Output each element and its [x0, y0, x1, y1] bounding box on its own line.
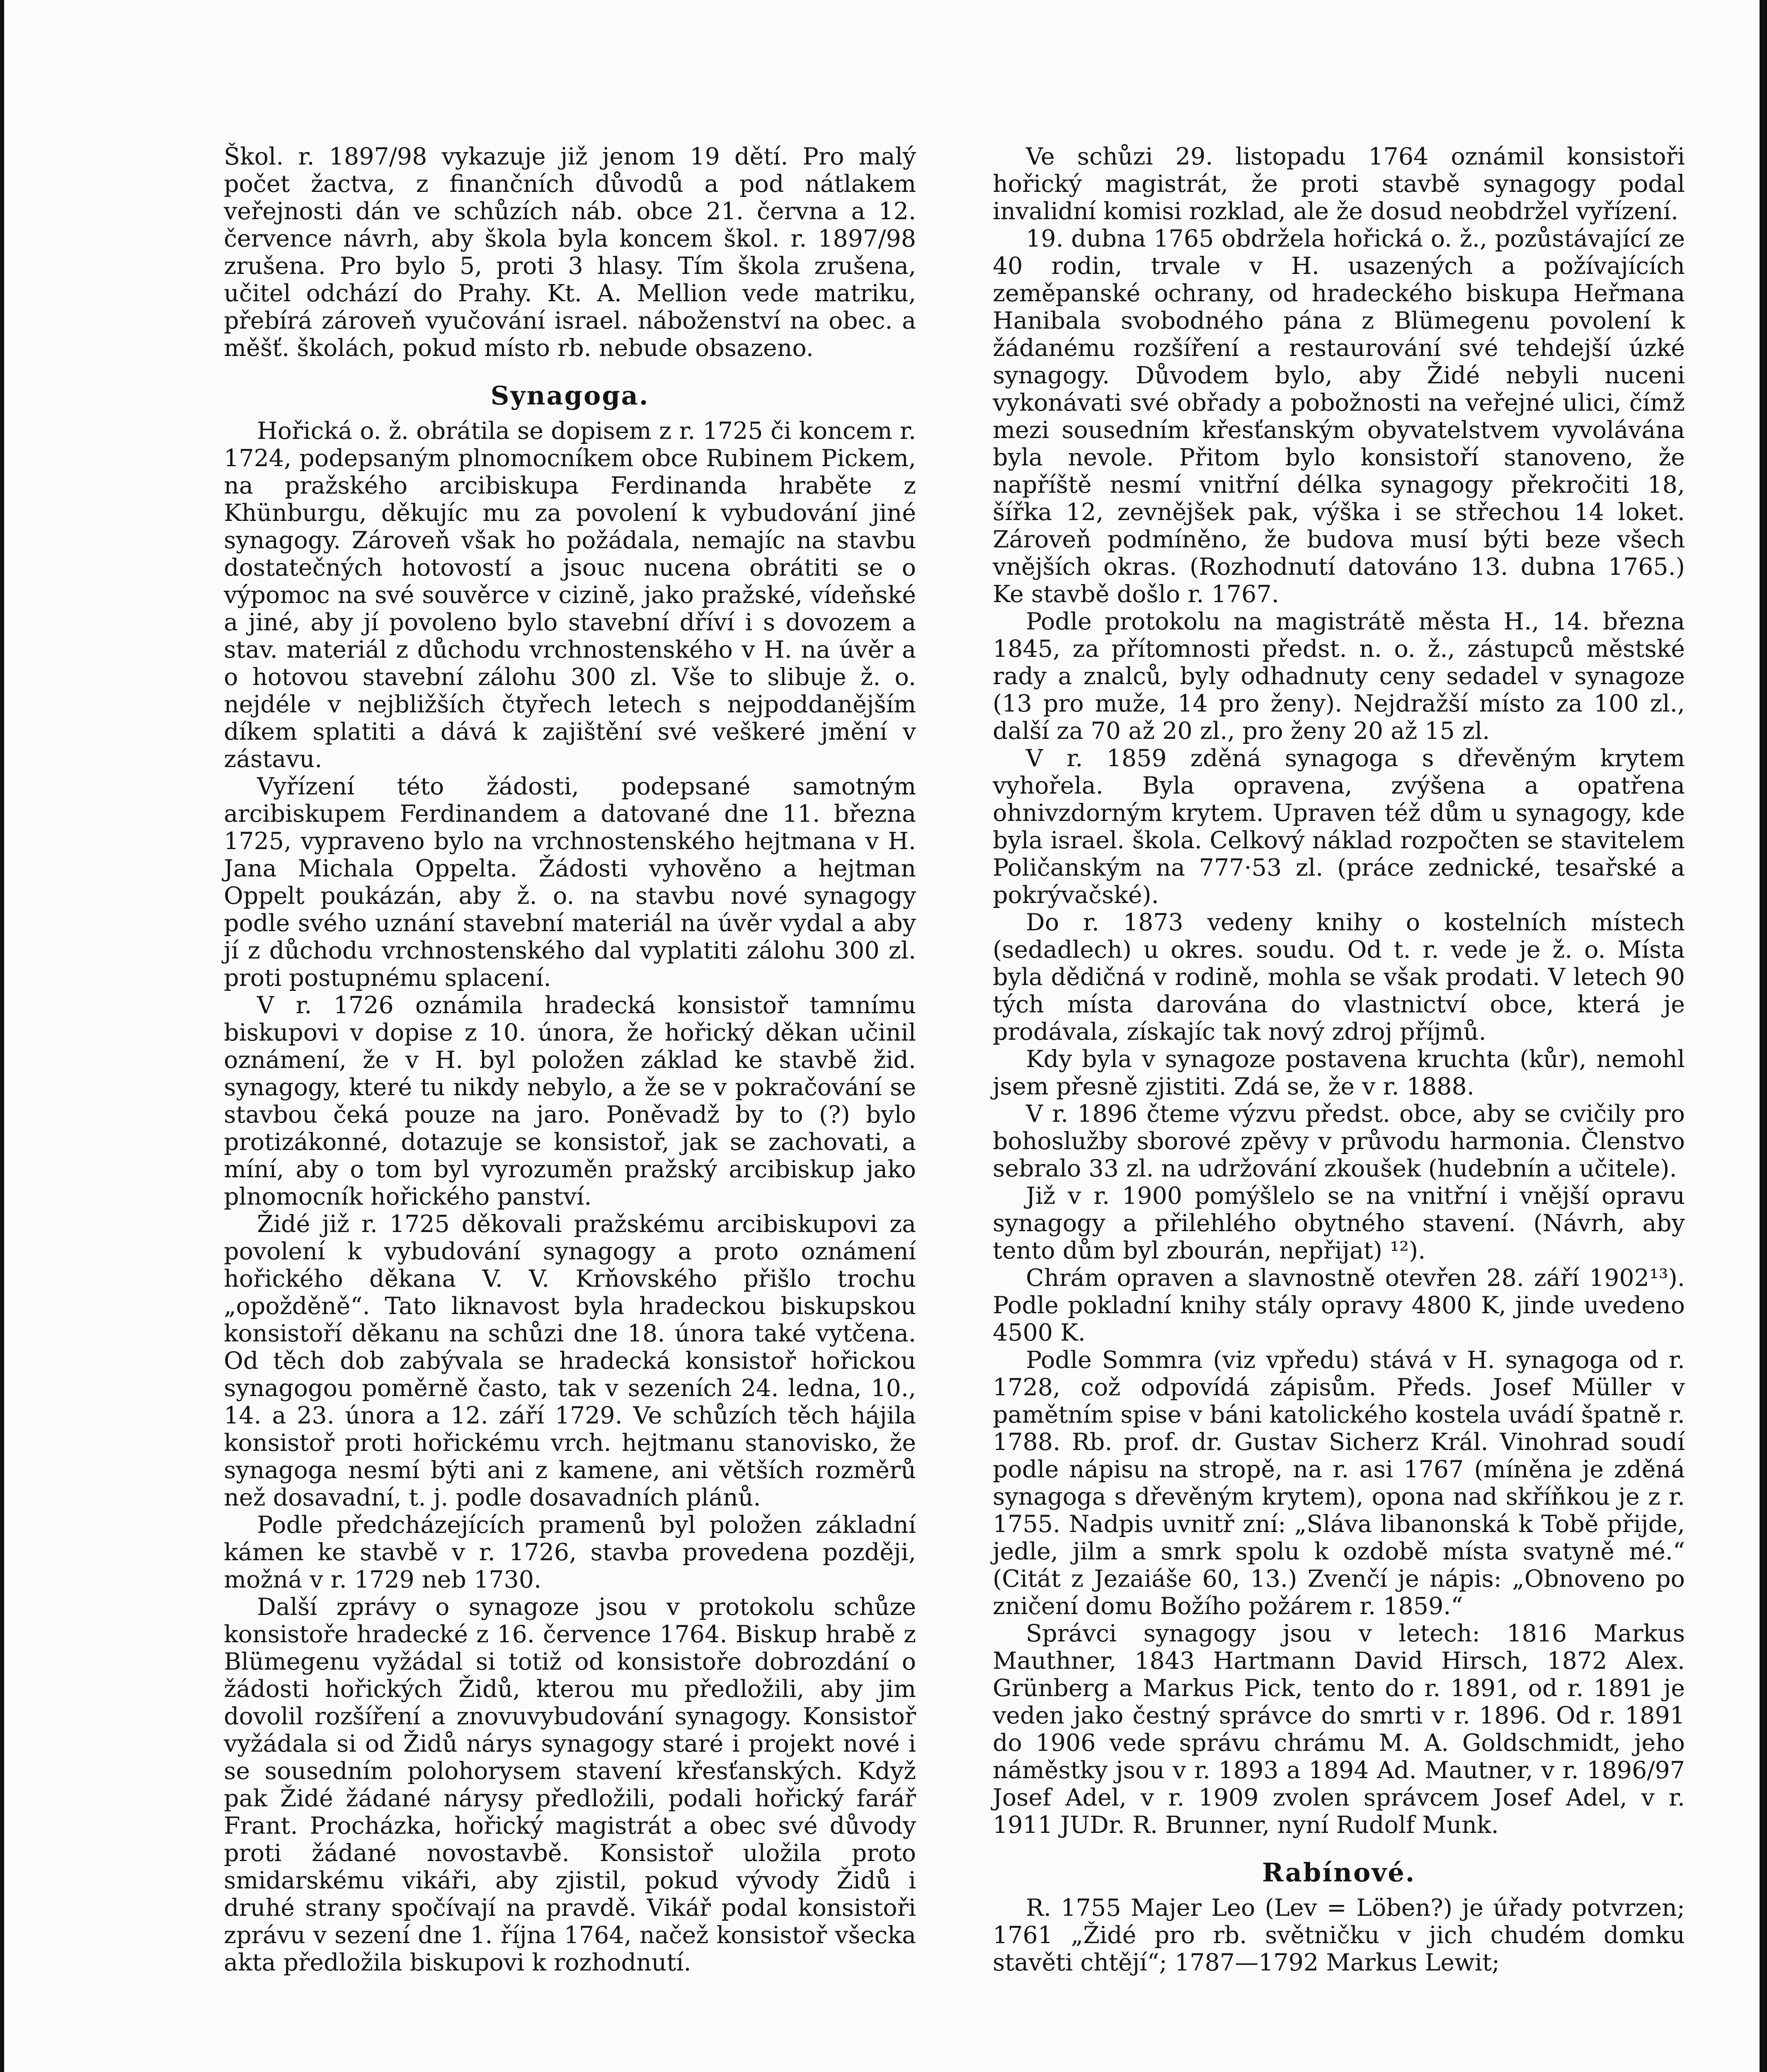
section-heading-synagoga: Synagoga.: [490, 380, 650, 411]
left-paragraph-2: Hořická o. ž. obrátila se dopisem z r. 1725 či koncem r. 1724, podepsaným plnomocníkem obce Rubinem Pickem, na pražského arcibiskupa Ferdinanda hraběte z Khünburgu, děkujíc mu za povolení k vybudování jiné synagogy. Zároveň však ho požádala, nemajíc na stavbu dostatečných hotovostí a jsouc nucena obrátiti se o výpomoc na své souvěrce v cizině, jako pražské, vídeňské a jiné, aby jí povoleno bylo stavební dříví i s dovozem a stav. materiál z důchodu vrchnostenského v H. na úvěr a o hotovou stavební zálohu 300 zl. Vše to slibuje ž. o. nejdéle v nejbližších čtyřech letech s nejpoddanějším díkem splatiti a dává k zajištění své veškeré jmění v zástavu.: [224, 417, 916, 773]
right-paragraph-12: R. 1755 Majer Leo (Lev = Löben?) je úřady potvrzen; 1761 „Židé pro rb. světničku v jich chudém domku stavěti chtějí“; 1787—1792 Markus Lewit;: [993, 1894, 1685, 1976]
left-paragraph-7: Další zprávy o synagoze jsou v protokolu schůze konsistoře hradecké z 16. července 1764. Biskup hrabě z Blümegenu vyžádal si totiž od konsistoře dobrozdání o žádosti hořických Židů, kterou mu předložili, aby jim dovolil rozšíření a znovuvybudování synagogy. Konsistoř vyžádala si od Židů nárys synagogy staré i projekt nové i se sousedním polohorysem stavení křesťanských. Když pak Židé žádané nárysy předložili, podali hořický farář Frant. Procházka, hořický magistrát a obec své důvody proti žádané novostavbě. Konsistoř uložila proto smidarskému vikáři, aby zjistil, pokud vývody Židů i druhé strany spočívají na pravdě. Vikář podal konsistoři zprávu v sezení dne 1. října 1764, načež konsistoř všecka akta předložila biskupovi k rozhodnutí.: [224, 1593, 916, 1976]
right-paragraph-10: Podle Sommra (viz vpředu) stává v H. synagoga od r. 1728, což odpovídá zápisům. Předs. Josef Müller v pamětním spise v báni katolického kostela uvádí špatně r. 1788. Rb. prof. dr. Gustav Sicherz Král. Vinohrad soudí podle nápisu na stropě, na r. asi 1767 (míněna je zděná synagoga s dřevěným krytem), opona nad skříňkou je z r. 1755. Nadpis uvnitř zní: „Sláva libanonská k Tobě přijde, jedle, jilm a smrk spolu k ozdobě místa svatyně mé.“ (Citát z Jezaiáše 60, 13.) Zvenčí je nápis: „Obnoveno po zničení domu Božího požárem r. 1859.“: [993, 1346, 1685, 1620]
left-paragraph-1: Škol. r. 1897/98 vykazuje již jenom 19 dětí. Pro malý počet žactva, z finančních důvodů a pod nátlakem veřejnosti dán ve schůzích náb. obce 21. června a 12. července návrh, aby škola byla koncem škol. r. 1897/98 zrušena. Pro bylo 5, proti 3 hlasy. Tím škola zrušena, učitel odchází do Prahy. Kt. A. Mellion vede matriku, přebírá zároveň vyučování israel. náboženství na obec. a měšť. školách, pokud místo rb. nebude obsazeno.: [224, 143, 916, 362]
left-paragraph-6: Podle předcházejících pramenů byl položen základní kámen ke stavbě v r. 1726, stavba provedena později, možná v r. 1729 neb 1730.: [224, 1511, 916, 1593]
right-paragraph-4: V r. 1859 zděná synagoga s dřevěným krytem vyhořela. Byla opravena, zvýšena a opatřena ohnivzdorným krytem. Upraven též dům u synagogy, kde byla israel. škola. Celkový náklad rozpočten se stavitelem Poličanským na 777·53 zl. (práce zednické, tesařské a pokrývačské).: [993, 745, 1685, 909]
left-paragraph-4: V r. 1726 oznámila hradecká konsistoř tamnímu biskupovi v dopise z 10. února, že hořický děkan učinil oznámení, že v H. byl položen základ ke stavbě žid. synagogy, které tu nikdy nebylo, a že se v pokračování se stavbou čeká pouze na jaro. Poněvadž by to (?) bylo protizákonné, dotazuje se konsistoř, jak se zachovati, a míní, aby o tom byl vyrozuměn pražský arcibiskup jako plnomocník hořického panství.: [224, 992, 916, 1210]
right-column: [993, 143, 1685, 1976]
left-paragraph-3: Vyřízení této žádosti, podepsané samotným arcibiskupem Ferdinandem a datované dne 11. března 1725, vypraveno bylo na vrchnostenského hejtmana v H. Jana Michala Oppelta. Žádosti vyhověno a hejtman Oppelt poukázán, aby ž. o. na stavbu nové synagogy podle svého uznání stavební materiál na úvěr vydal a aby jí z důchodu vrchnostenského dal vyplatiti zálohu 300 zl. proti postupnému splacení.: [224, 773, 916, 992]
right-paragraph-7: V r. 1896 čteme výzvu předst. obce, aby se cvičily pro bohoslužby sborové zpěvy v průvodu harmonia. Členstvo sebralo 33 zl. na udržování zkoušek (hudebnín a učitele).: [993, 1100, 1685, 1182]
left-column: [224, 143, 916, 1976]
right-paragraph-2: 19. dubna 1765 obdržela hořická o. ž., pozůstávající ze 40 rodin, trvale v H. usazených a požívajících zeměpanské ochrany, od hradeckého biskupa Heřmana Hanibala svobodného pána z Blümegenu povolení k žádanému rozšíření a restaurování své tehdejší úzké synagogy. Důvodem bylo, aby Židé nebyli nuceni vykonávati své obřady a pobožnosti na veřejné ulici, čímž mezi sousedním křesťanským obyvatelstvem vyvolávána byla nevole. Přitom bylo konsistoří stanoveno, že napříště nesmí vnitřní délka synagogy překročiti 18, šířka 12, zevnějšek pak, výška i se střechou 14 loket. Zároveň podmíněno, že budova musí býti beze všech vnějších okras. (Rozhodnutí datováno 13. dubna 1765.) Ke stavbě došlo r. 1767.: [993, 225, 1685, 608]
left-paragraph-5: Židé již r. 1725 děkovali pražskému arcibiskupovi za povolení k vybudování synagogy a proto oznámení hořického děkana V. V. Krňovského přišlo trochu „opožděně“. Tato liknavost byla hradeckou biskupskou konsistoří děkanu na schůzi dne 18. února také vytčena. Od těch dob zabývala se hradecká konsistoř hořickou synagogou poměrně často, tak v sezeních 24. ledna, 10., 14. a 23. února a 12. září 1729. Ve schůzích těch hájila konsistoř proti hořickému vrch. hejtmanu stanovisko, že synagoga nesmí býti ani z kamene, ani větších rozměrů než dosavadní, t. j. podle dosavadních plánů.: [224, 1210, 916, 1511]
right-paragraph-8: Již v r. 1900 pomýšlelo se na vnitřní i vnější opravu synagogy a přilehlého obytného stavení. (Návrh, aby tento dům byl zbourán, nepřijat) ¹²).: [993, 1182, 1685, 1264]
scan-border-right: [1760, 0, 1767, 2072]
right-paragraph-11: Správci synagogy jsou v letech: 1816 Markus Mauthner, 1843 Hartmann David Hirsch, 1872 Alex. Grünberg a Markus Pick, tento do r. 1891, od r. 1891 je veden jako čestný správce do smrti v r. 1896. Od r. 1891 do 1906 vede správu chrámu M. A. Goldschmidt, jeho náměstky jsou v r. 1893 a 1894 Ad. Mautner, v r. 1896/97 Josef Adel, v r. 1909 zvolen správcem Josef Adel, v r. 1911 JUDr. R. Brunner, nyní Rudolf Munk.: [993, 1620, 1685, 1839]
right-paragraph-5: Do r. 1873 vedeny knihy o kostelních místech (sedadlech) u okres. soudu. Od t. r. vede je ž. o. Místa byla dědičná v rodině, mohla se však prodati. V letech 90 tých místa darována do vlastnictví obce, která je prodávala, získajíc tak nový zdroj příjmů.: [993, 909, 1685, 1046]
right-paragraph-3: Podle protokolu na magistrátě města H., 14. března 1845, za přítomnosti předst. n. o. ž., zástupců městské rady a znalců, byly odhadnuty ceny sedadel v synagoze (13 pro muže, 14 pro ženy). Nejdražší místo za 100 zl., další za 70 až 20 zl., pro ženy 20 až 15 zl.: [993, 608, 1685, 745]
right-paragraph-9: Chrám opraven a slavnostně otevřen 28. září 1902¹³). Podle pokladní knihy stály opravy 4800 K, jinde uvedeno 4500 K.: [993, 1264, 1685, 1346]
right-paragraph-6: Kdy byla v synagoze postavena kruchta (kůr), nemohl jsem přesně zjistiti. Zdá se, že v r. 1888.: [993, 1046, 1685, 1100]
right-paragraph-1: Ve schůzi 29. listopadu 1764 oznámil konsistoři hořický magistrát, že proti stavbě synagogy podal invalidní komisi rozklad, ale že dosud neobdržel vyřízení.: [993, 143, 1685, 225]
section-heading-rabinove: Rabínové.: [1262, 1857, 1416, 1888]
scan-border-left: [0, 0, 4, 2072]
